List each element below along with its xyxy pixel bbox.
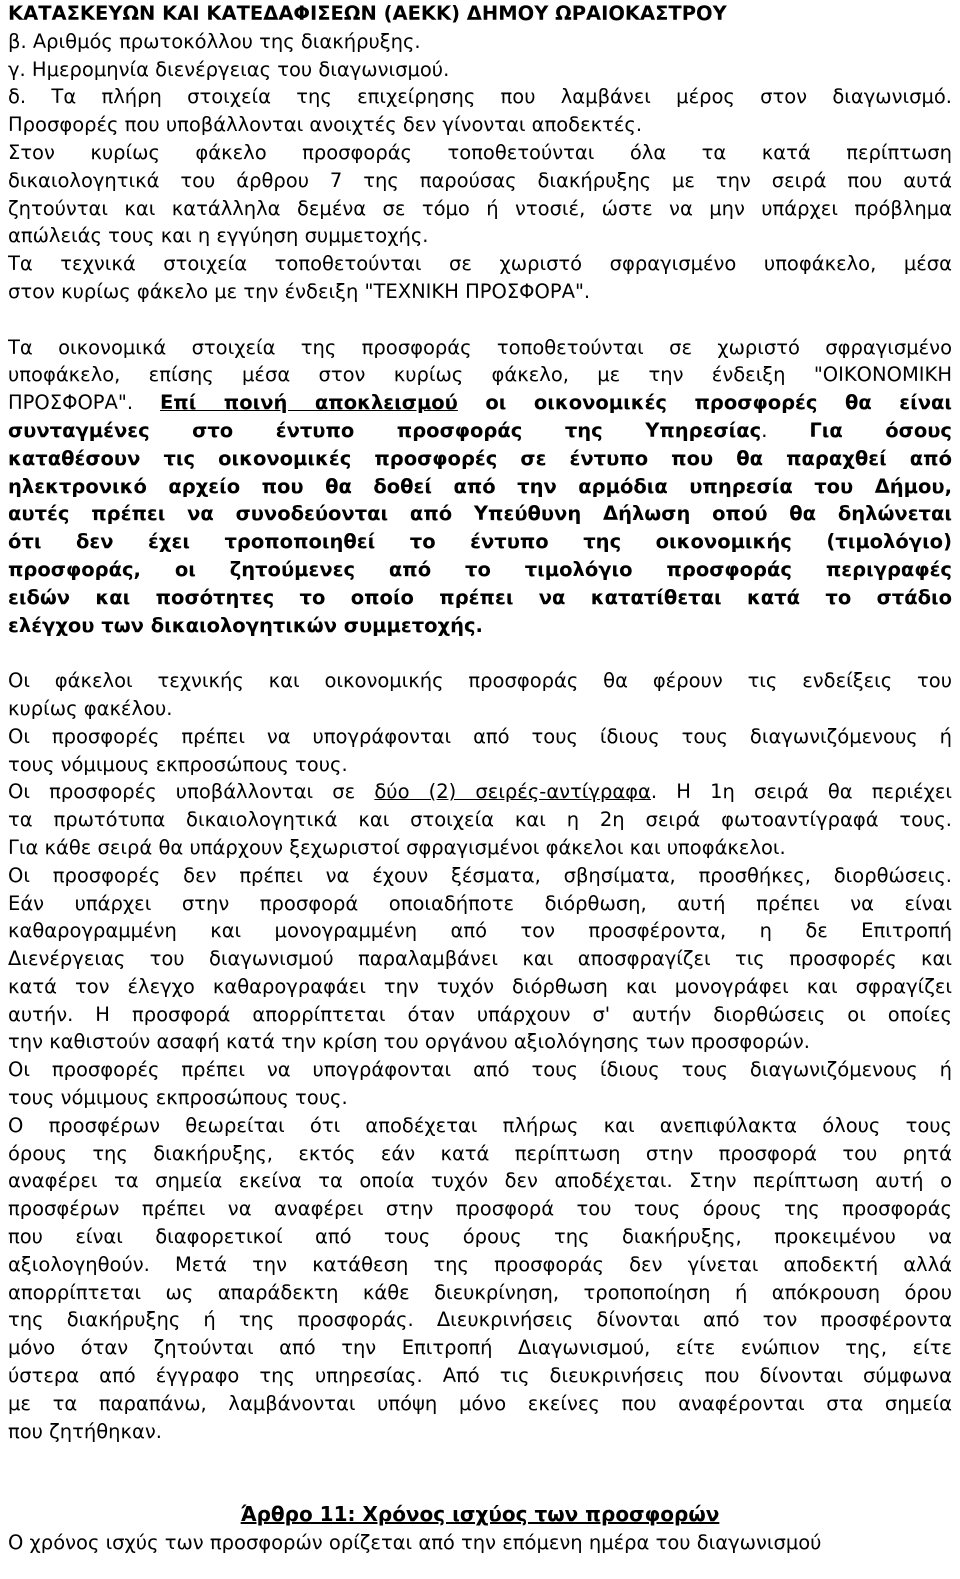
- mixed-line: [8, 417, 952, 445]
- mixed-line: [8, 389, 952, 417]
- text-line: Οι προσφορές δεν πρέπει να έχουν ξέσματα, σβησίματα, προσθήκες, διορθώσεις.: [8, 863, 952, 887]
- text-line: τους νόμιμους εκπροσώπους τους.: [8, 752, 348, 776]
- text-span: . Η 1η σειρά θα περιέχει: [650, 780, 952, 804]
- text-line: κατά τον έλεγχο καθαρογραφάει την τυχόν διόρθωση και μονογράφει και σφραγίζει: [8, 974, 952, 998]
- text-line: της διακήρυξης ή της προσφοράς. Διευκρινήσεις δίνονται από τον προσφέροντα: [8, 1308, 952, 1332]
- text-line: αυτήν. Η προσφορά απορρίπτεται όταν υπάρχουν σ' αυτήν διορθώσεις οι οποίες: [8, 1002, 952, 1026]
- text-line: Εάν υπάρχει στην προσφορά οποιαδήποτε διόρθωση, αυτή πρέπει να είναι: [8, 891, 952, 915]
- text-line: όρους της διακήρυξης, εκτός εάν κατά περίπτωση στην προσφορά του ρητά: [8, 1141, 952, 1165]
- text-line: αναφέρει τα σημεία εκείνα τα οποία τυχόν δεν αποδέχεται. Στην περίπτωση αυτή ο: [8, 1169, 952, 1193]
- text-line: Ο χρόνος ισχύς των προσφορών ορίζεται από την επόμενη ημέρα του διαγωνισμού: [8, 1530, 822, 1554]
- text-line: ύστερα από έγγραφο της υπηρεσίας. Από τις διευκρινήσεις που δίνονται σύμφωνα: [8, 1364, 952, 1388]
- header-line: ΚΑΤΑΣΚΕΥΩΝ ΚΑΙ ΚΑΤΕΔΑΦΙΣΕΩΝ (ΑΕΚΚ) ΔΗΜΟΥ ΩΡΑΙΟΚΑΣΤΡΟΥ: [8, 2, 727, 25]
- text-line: προσφέρων πρέπει να αναφέρει στην προσφορά του τους όρους της προσφοράς: [8, 1197, 952, 1221]
- text-span: ΠΡΟΣΦΟΡΑ".: [8, 391, 160, 415]
- text-line: απορρίπτεται ως απαράδεκτη κάθε διευκρίνηση, τροποποίηση ή απόκρουση όρου: [8, 1280, 952, 1304]
- section-gap: [8, 1445, 952, 1501]
- document-body: [8, 0, 952, 1557]
- text-line: κυρίως φακέλου.: [8, 696, 173, 720]
- article-heading: Άρθρο 11: Χρόνος ισχύος των προσφορών: [240, 1502, 720, 1527]
- list-item-c: γ. Ημερομηνία διενέργειας του διαγωνισμού.: [8, 57, 450, 81]
- underlined-span: δύο (2) σειρές-αντίγραφα: [374, 780, 651, 804]
- paragraph-gap: [8, 639, 952, 667]
- bold-span: Για όσους: [809, 418, 952, 442]
- text-line: απώλειάς τους και η εγγύηση συμμετοχής.: [8, 224, 429, 248]
- text-line: αξιολογηθούν. Μετά την κατάθεση της προσφοράς δεν γίνεται αποδεκτή αλλά: [8, 1252, 952, 1276]
- text-line: Οι φάκελοι τεχνικής και οικονομικής προσφοράς θα φέρουν τις ενδείξεις του: [8, 669, 952, 693]
- list-item-d: δ. Τα πλήρη στοιχεία της επιχείρησης που λαμβάνει μέρος στον διαγωνισμό.: [8, 85, 952, 109]
- bold-line: καταθέσουν τις οικονομικές προσφορές σε έντυπο που θα παραχθεί από: [8, 446, 952, 470]
- bold-line: ότι δεν έχει τροποποιηθεί το έντυπο της οικονομικής (τιμολόγιο): [8, 530, 952, 554]
- text-line: Τα τεχνικά στοιχεία τοποθετούνται σε χωριστό σφραγισμένο υποφάκελο, μέσα: [8, 252, 952, 276]
- bold-line: αυτές πρέπει να συνοδεύονται από Υπεύθυνη Δήλωση οπού θα δηλώνεται: [8, 502, 952, 526]
- emphasis-span: Επί ποινή αποκλεισμού: [159, 391, 458, 415]
- text-span: Οι προσφορές υποβάλλονται σε: [8, 780, 375, 804]
- text-line: με τα παραπάνω, λαμβάνονται υπόψη μόνο εκείνες που αναφέρονται στα σημεία: [8, 1391, 952, 1415]
- bold-line: προσφοράς, οι ζητούμενες από το τιμολόγιο προσφοράς περιγραφές: [8, 557, 952, 581]
- bold-span: οι οικονομικές προσφορές θα είναι: [457, 391, 952, 415]
- paragraph-gap: [8, 306, 952, 334]
- text-line: που είναι διαφορετικοί από τους όρους της διακήρυξης, προκειμένου να: [8, 1225, 952, 1249]
- mixed-line: [8, 778, 952, 806]
- text-line: ζητούνται και κατάλληλα δεμένα σε τόμο ή ντοσιέ, ώστε να μην υπάρχει πρόβλημα: [8, 196, 952, 220]
- bold-line: ειδών και ποσότητες το οποίο πρέπει να κατατίθεται κατά το στάδιο: [8, 585, 952, 609]
- text-line: Προσφορές που υποβάλλονται ανοιχτές δεν γίνονται αποδεκτές.: [8, 113, 643, 137]
- text-line: Οι προσφορές πρέπει να υπογράφονται από τους ίδιους τους διαγωνιζόμενους ή: [8, 1058, 952, 1082]
- text-span: .: [761, 418, 810, 442]
- text-line: υποφάκελο, επίσης μέσα στον κυρίως φάκελο, με την ένδειξη "ΟΙΚΟΝΟΜΙΚΗ: [8, 363, 952, 387]
- text-line: Διενέργειας του διαγωνισμού παραλαμβάνει και αποσφραγίζει τις προσφορές και: [8, 947, 952, 971]
- text-line: τους νόμιμους εκπροσώπους τους.: [8, 1086, 348, 1110]
- text-line: καθαρογραμμένη και μονογραμμένη από τον προσφέροντα, η δε Επιτροπή: [8, 919, 952, 943]
- list-item-b: β. Αριθμός πρωτοκόλλου της διακήρυξης.: [8, 29, 421, 53]
- text-line: Τα οικονομικά στοιχεία της προσφοράς τοποθετούνται σε χωριστό σφραγισμένο: [8, 335, 952, 359]
- text-line: τα πρωτότυπα δικαιολογητικά και στοιχεία και η 2η σειρά φωτοαντίγραφά τους.: [8, 808, 952, 832]
- bold-span: συνταγμένες στο έντυπο προσφοράς της Υπηρεσίας: [8, 418, 762, 442]
- text-line: Στον κυρίως φάκελο προσφοράς τοποθετούνται όλα τα κατά περίπτωση: [8, 140, 952, 164]
- text-line: Οι προσφορές πρέπει να υπογράφονται από τους ίδιους τους διαγωνιζόμενους ή: [8, 724, 952, 748]
- text-line: στον κυρίως φάκελο με την ένδειξη "ΤΕΧΝΙΚΗ ΠΡΟΣΦΟΡΑ".: [8, 279, 591, 303]
- text-line: που ζητήθηκαν.: [8, 1419, 162, 1443]
- text-line: μόνο όταν ζητούνται από την Επιτροπή Διαγωνισμού, είτε ενώπιον της, είτε: [8, 1336, 952, 1360]
- text-line: Ο προσφέρων θεωρείται ότι αποδέχεται πλήρως και ανεπιφύλακτα όλους τους: [8, 1113, 952, 1137]
- text-line: Για κάθε σειρά θα υπάρχουν ξεχωριστοί σφραγισμένοι φάκελοι και υποφάκελοι.: [8, 835, 786, 859]
- text-line: την καθιστούν ασαφή κατά την κρίση του οργάνου αξιολόγησης των προσφορών.: [8, 1030, 810, 1054]
- text-line: δικαιολογητικά του άρθρου 7 της παρούσας διακήρυξης με την σειρά που αυτά: [8, 168, 952, 192]
- bold-line: ελέγχου των δικαιολογητικών συμμετοχής.: [8, 613, 483, 637]
- bold-line: ηλεκτρονικό αρχείο που θα δοθεί από την αρμόδια υπηρεσία του Δήμου,: [8, 474, 952, 498]
